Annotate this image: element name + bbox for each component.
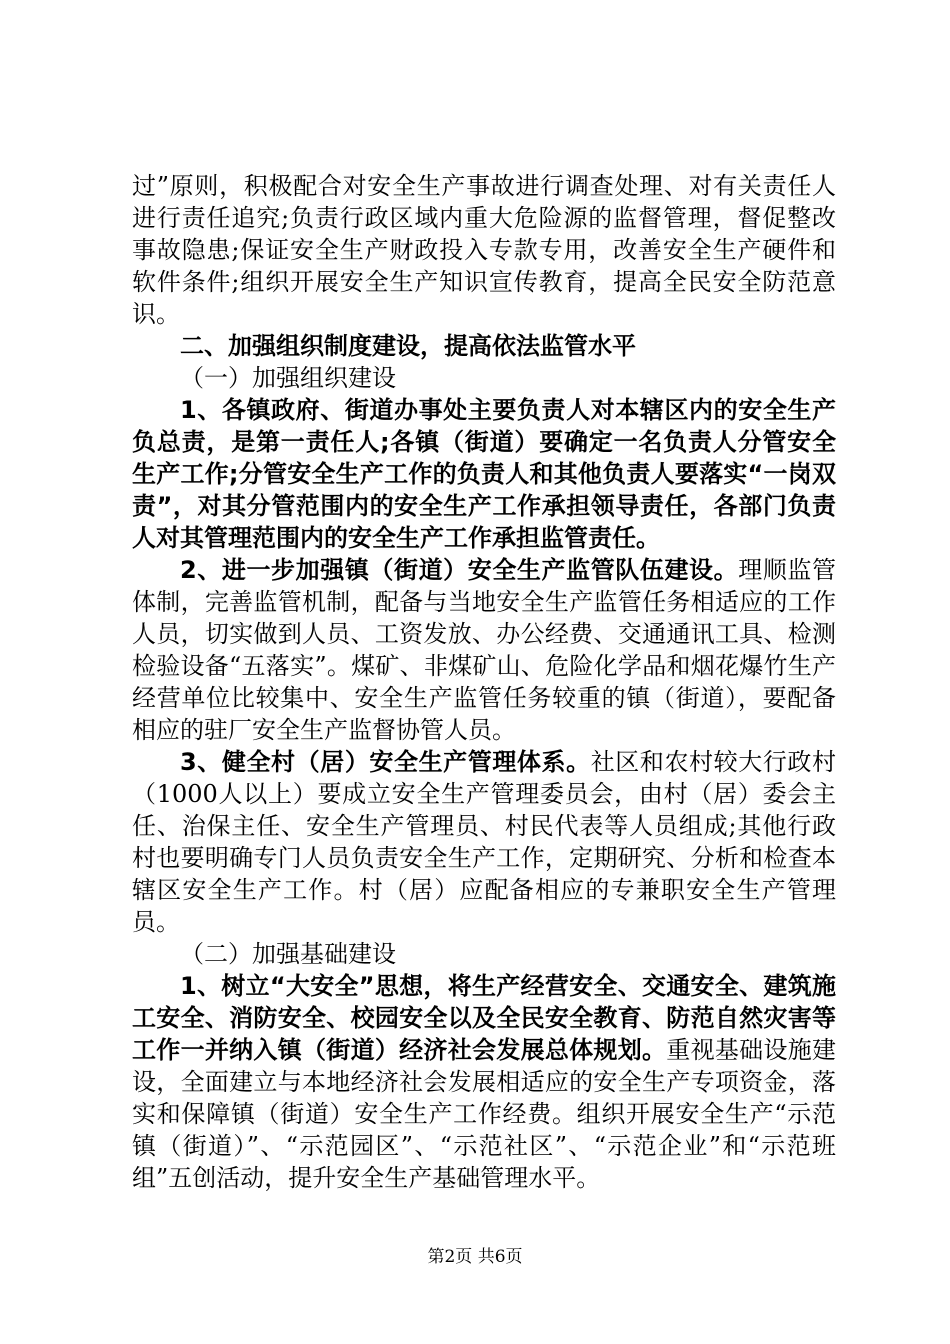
paragraph-4-lead: 1、树立“大安全”思想，将生产经营安全、交通安全、建筑施工安全、消防安全、校园安全以及全民安全教育、防范自然灾害等工作一并纳入镇（街道）经济社会发展总体规划。 [132, 972, 836, 1064]
subsection-heading-1: （一）加强组织建设 [180, 364, 396, 392]
subsection-heading-2: （二）加强基础建设 [180, 940, 396, 968]
section-heading: 二、加强组织制度建设，提高依法监管水平 [180, 332, 636, 360]
paragraph-4-body: 重视基础设施建设，全面建立与本地经济社会发展相适应的安全生产专项资金，落实和保障镇（街道）安全生产工作经费。组织开展安全生产“示范镇（街道）”、“示范园区”、“示范社区”、“示范企业”和“示范班组”五创活动，提升安全生产基础管理水平。 [132, 1036, 837, 1192]
paragraph-2-lead: 2、进一步加强镇（街道）安全生产监管队伍建设。 [180, 556, 739, 584]
paragraph-continued: 过”原则，积极配合对安全生产事故进行调查处理、对有关责任人进行责任追究;负责行政区域内重大危险源的监督管理，督促整改事故隐患;保证安全生产财政投入专款专用，改善安全生产硬件和软件条件;组织开展安全生产知识宣传教育，提高全民安全防范意识。 [132, 172, 836, 328]
paragraph-3-lead: 3、健全村（居）安全生产管理体系。 [180, 748, 591, 776]
paragraph-2-body: 理顺监管体制，完善监管机制，配备与当地安全生产监管任务相适应的工作人员，切实做到人员、工资发放、办公经费、交通通讯工具、检测检验设备“五落实”。煤矿、非煤矿山、危险化学品和烟花爆竹生产经营单位比较集中、安全生产监管任务较重的镇（街道），要配备相应的驻厂安全生产监督协管人员。 [132, 556, 836, 744]
paragraph-3-body: 社区和农村较大行政村（1000人以上）要成立安全生产管理委员会，由村（居）委会主任、治保主任、安全生产管理员、村民代表等人员组成;其他行政村也要明确专门人员负责安全生产工作，定期研究、分析和检查本辖区安全生产工作。村（居）应配备相应的专兼职安全生产管理员。 [132, 748, 836, 936]
document-body [132, 170, 836, 1194]
paragraph-2 [132, 554, 836, 746]
page-footer: 第2页 共6页 [427, 1247, 523, 1267]
paragraph-3 [132, 746, 836, 938]
paragraph-4 [132, 970, 836, 1194]
paragraph-1: 1、各镇政府、街道办事处主要负责人对本辖区内的安全生产负总责，是第一责任人;各镇（街道）要确定一名负责人分管安全生产工作;分管安全生产工作的负责人和其他负责人要落实“一岗双责”，对其分管范围内的安全生产工作承担领导责任，各部门负责人对其管理范围内的安全生产工作承担监管责任。 [132, 396, 836, 552]
